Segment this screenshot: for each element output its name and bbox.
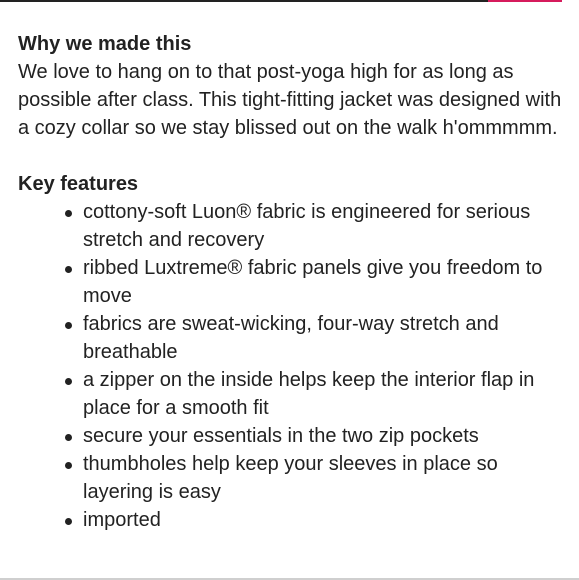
bullet-icon <box>65 518 72 525</box>
feature-text: secure your essentials in the two zip pockets <box>83 425 479 447</box>
bullet-icon <box>65 462 72 469</box>
top-divider <box>0 0 562 2</box>
feature-item <box>83 506 563 534</box>
bullet-icon <box>65 210 72 217</box>
bullet-icon <box>65 434 72 441</box>
features-heading: Key features <box>18 173 139 195</box>
why-body: We love to hang on to that post-yoga high for as long as possible after class. This tight-fitting jacket was designed with a cozy collar so we stay blissed out on the walk h'ommmmm. <box>18 61 562 139</box>
feature-text: fabrics are sweat-wicking, four-way stretch and breathable <box>83 313 499 363</box>
feature-item <box>83 310 563 366</box>
feature-text: imported <box>83 509 161 531</box>
feature-item <box>83 198 563 254</box>
feature-item <box>83 254 563 310</box>
feature-text: ribbed Luxtreme® fabric panels give you freedom to move <box>83 257 543 307</box>
bullet-icon <box>65 378 72 385</box>
features-list <box>18 198 563 534</box>
bullet-icon <box>65 322 72 329</box>
feature-text: a zipper on the inside helps keep the interior flap in place for a smooth fit <box>83 369 535 419</box>
section-spacer <box>18 142 563 170</box>
bullet-icon <box>65 266 72 273</box>
feature-text: thumbholes help keep your sleeves in place so layering is easy <box>83 453 498 503</box>
feature-item <box>83 450 563 506</box>
product-description <box>18 30 563 534</box>
feature-item <box>83 366 563 422</box>
why-heading: Why we made this <box>18 33 192 55</box>
feature-item <box>83 422 563 450</box>
feature-text: cottony-soft Luon® fabric is engineered for serious stretch and recovery <box>83 201 531 251</box>
top-divider-accent <box>488 0 562 2</box>
